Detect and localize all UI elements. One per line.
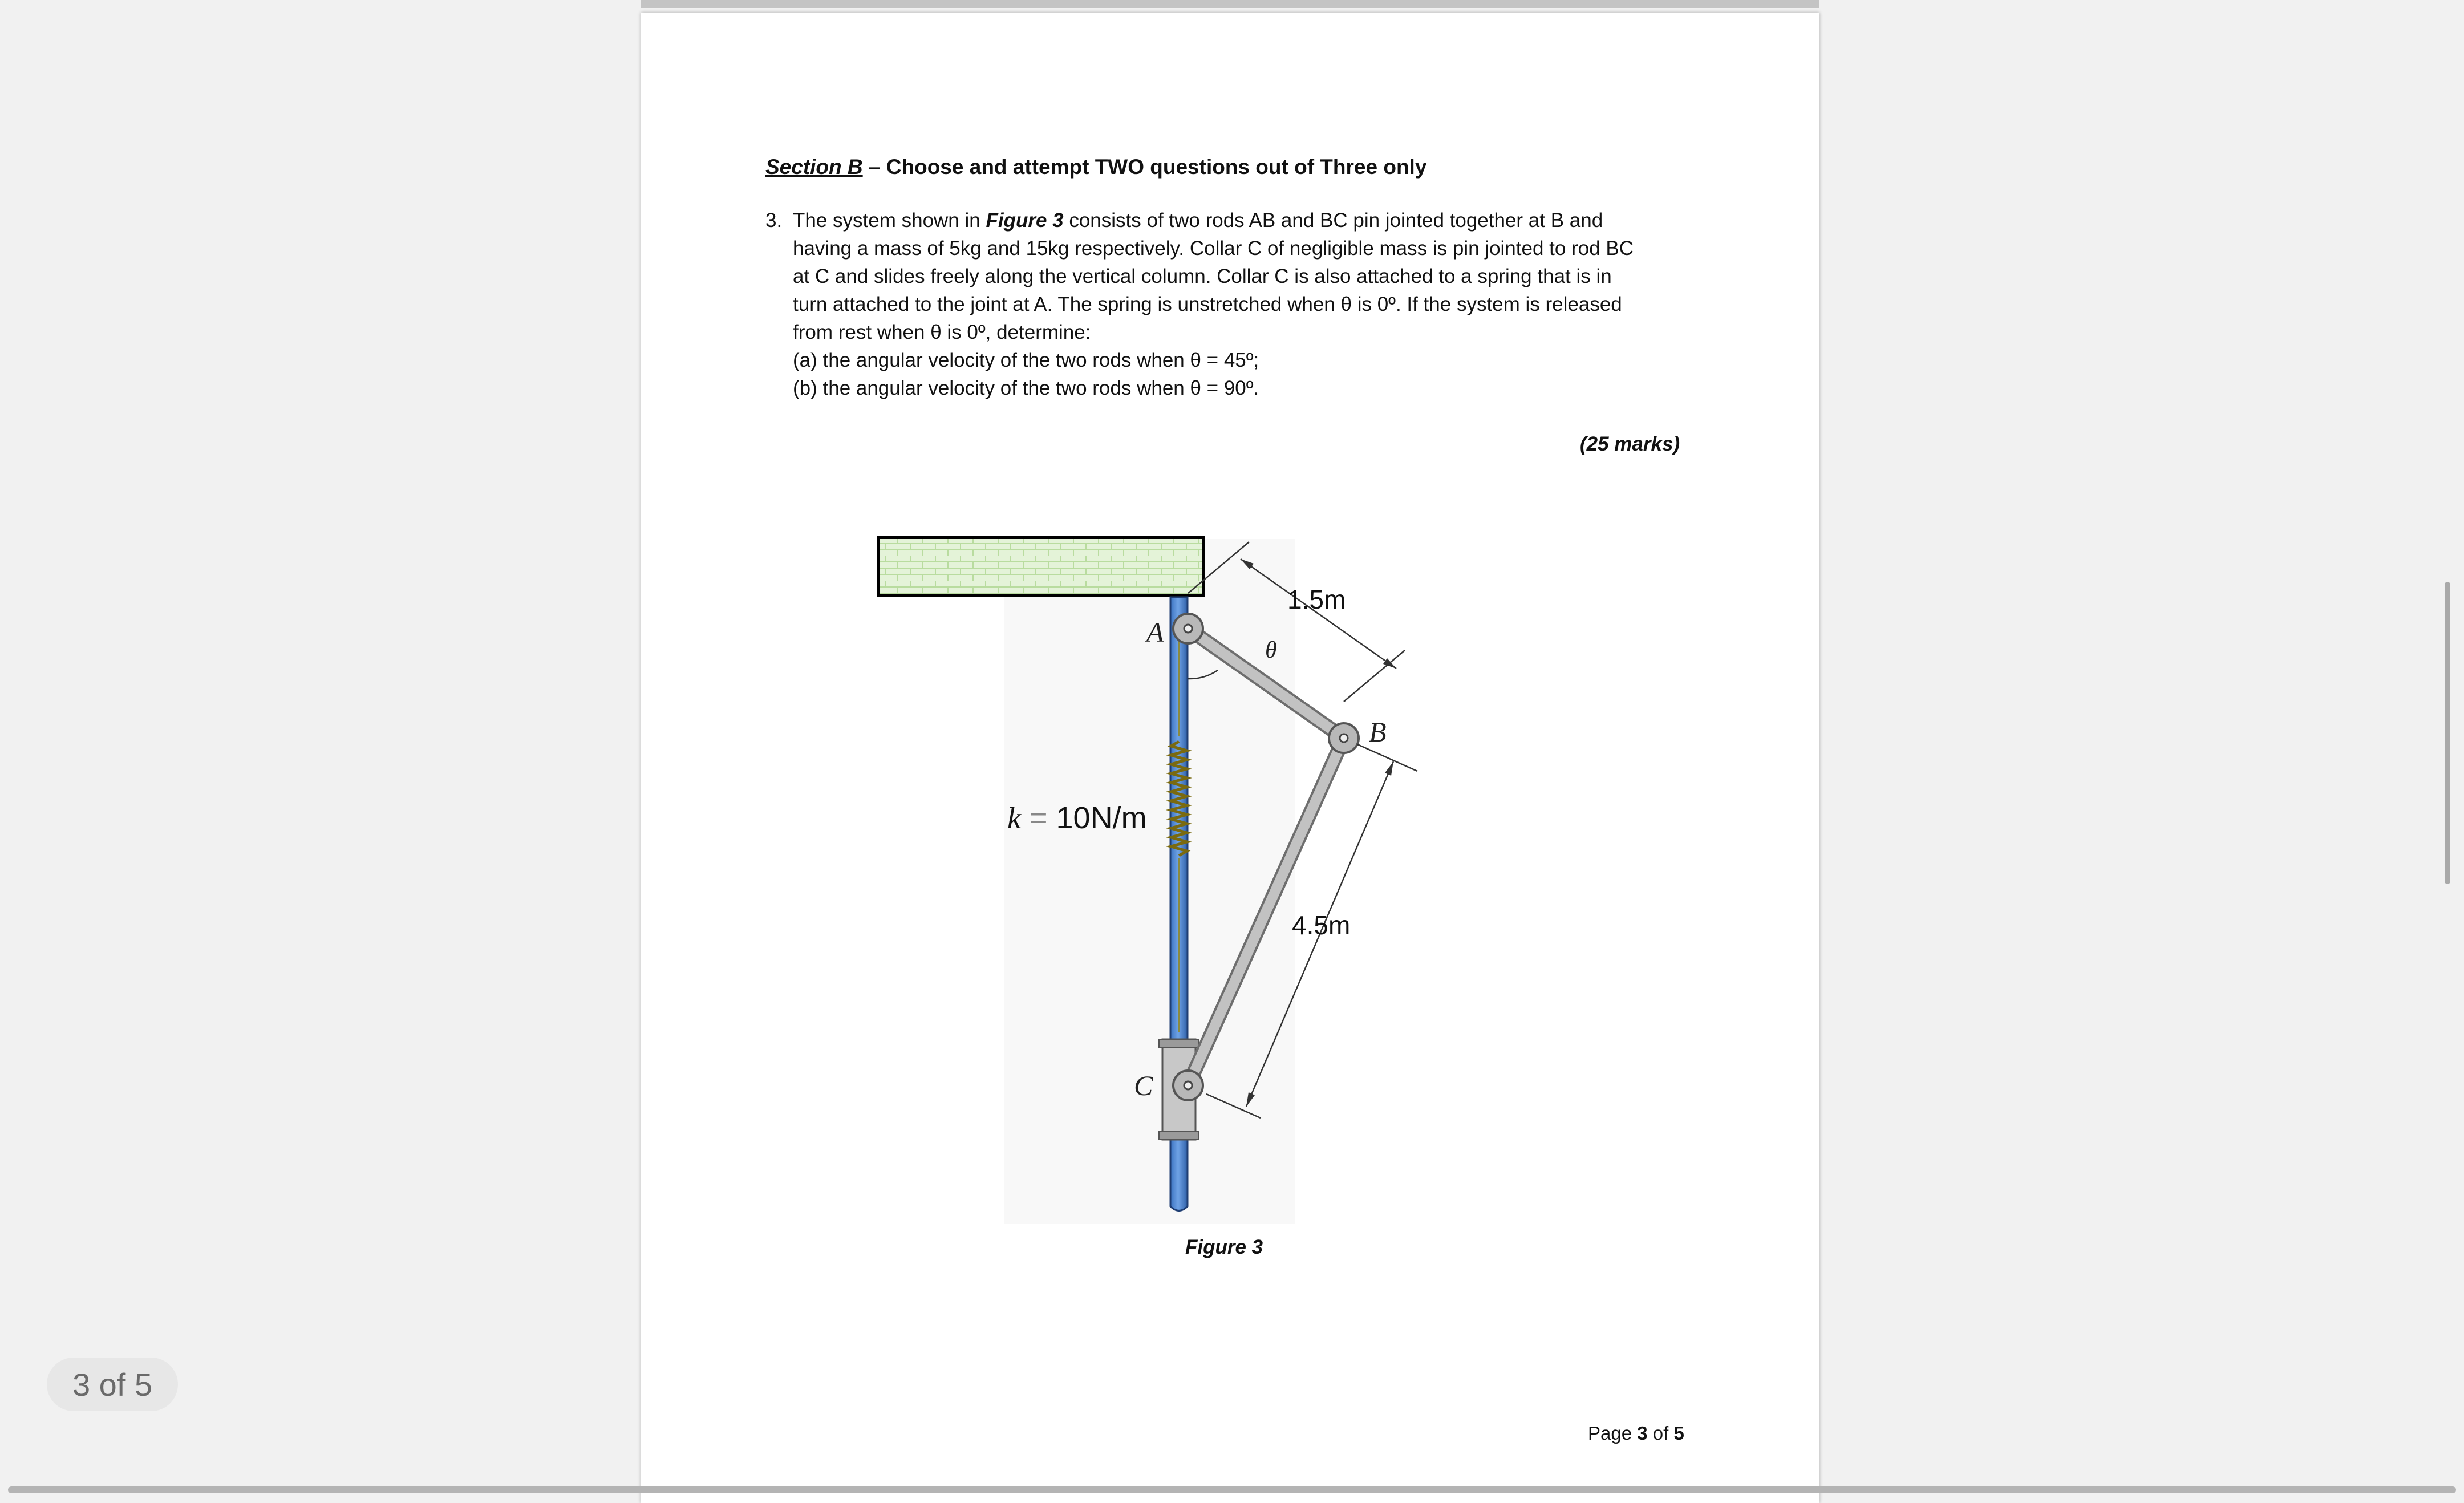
footer-page-number: 3 — [1637, 1423, 1648, 1444]
question-line-4: turn attached to the joint at A. The spring is unstretched when θ is 0º. If the system is released — [793, 293, 1622, 315]
page-indicator: 3 of 5 — [47, 1358, 178, 1411]
question-line-1 — [793, 206, 1603, 234]
horizontal-scrollbar[interactable] — [8, 1486, 2456, 1493]
figure-caption: Figure 3 — [1185, 1236, 1263, 1258]
previous-page-edge — [641, 0, 1819, 8]
label-b: B — [1369, 716, 1387, 748]
pin-a-center — [1184, 625, 1192, 633]
spring-equals: = — [1020, 801, 1056, 835]
question-line-5: from rest when θ is 0º, determine: — [793, 321, 1091, 343]
figure-3 — [873, 530, 1443, 1238]
question-number: 3. — [765, 209, 783, 232]
figure-reference: Figure 3 — [986, 209, 1064, 232]
marks-label: (25 marks) — [1580, 433, 1680, 455]
label-theta: θ — [1265, 637, 1277, 663]
dim-ab-extension-b — [1344, 650, 1405, 702]
label-a: A — [1146, 616, 1164, 648]
vertical-scrollbar[interactable] — [2445, 582, 2450, 884]
question-text: The system shown in — [793, 209, 986, 232]
collar-cap-bottom — [1159, 1132, 1199, 1140]
footer-text: of — [1647, 1423, 1674, 1444]
section-heading — [765, 153, 1426, 181]
collar-cap-top — [1159, 1039, 1199, 1047]
section-instruction: – Choose and attempt TWO questions out of Three only — [862, 155, 1427, 179]
dim-bc-arrow-start — [1385, 761, 1393, 776]
pin-b-center — [1340, 734, 1348, 742]
pin-c-center — [1184, 1081, 1192, 1089]
question-line-3: at C and slides freely along the vertical column. Collar C is also attached to a spring that is in — [793, 265, 1612, 287]
footer-text: Page — [1588, 1423, 1638, 1444]
dimension-bc: 4.5m — [1292, 910, 1351, 940]
question-line-2: having a mass of 5kg and 15kg respectively. Collar C of negligible mass is pin jointed to rod BC — [793, 237, 1634, 260]
spring-k-symbol: k — [1007, 801, 1021, 835]
dimension-ab: 1.5m — [1287, 585, 1346, 614]
label-c: C — [1134, 1069, 1153, 1101]
spring-value: 10N/m — [1056, 801, 1147, 835]
page-footer — [1588, 1419, 1684, 1447]
section-label: Section B — [765, 155, 863, 179]
question-part-b: (b) the angular velocity of the two rods when θ = 90º. — [793, 377, 1259, 399]
spring-constant — [1007, 801, 1147, 835]
question-text: consists of two rods AB and BC pin jointed together at B and — [1063, 209, 1603, 232]
fixed-support — [878, 537, 1203, 595]
footer-page-total: 5 — [1673, 1423, 1684, 1444]
question-part-a: (a) the angular velocity of the two rods when θ = 45º; — [793, 349, 1259, 371]
dim-bc-extension-b — [1357, 744, 1417, 771]
